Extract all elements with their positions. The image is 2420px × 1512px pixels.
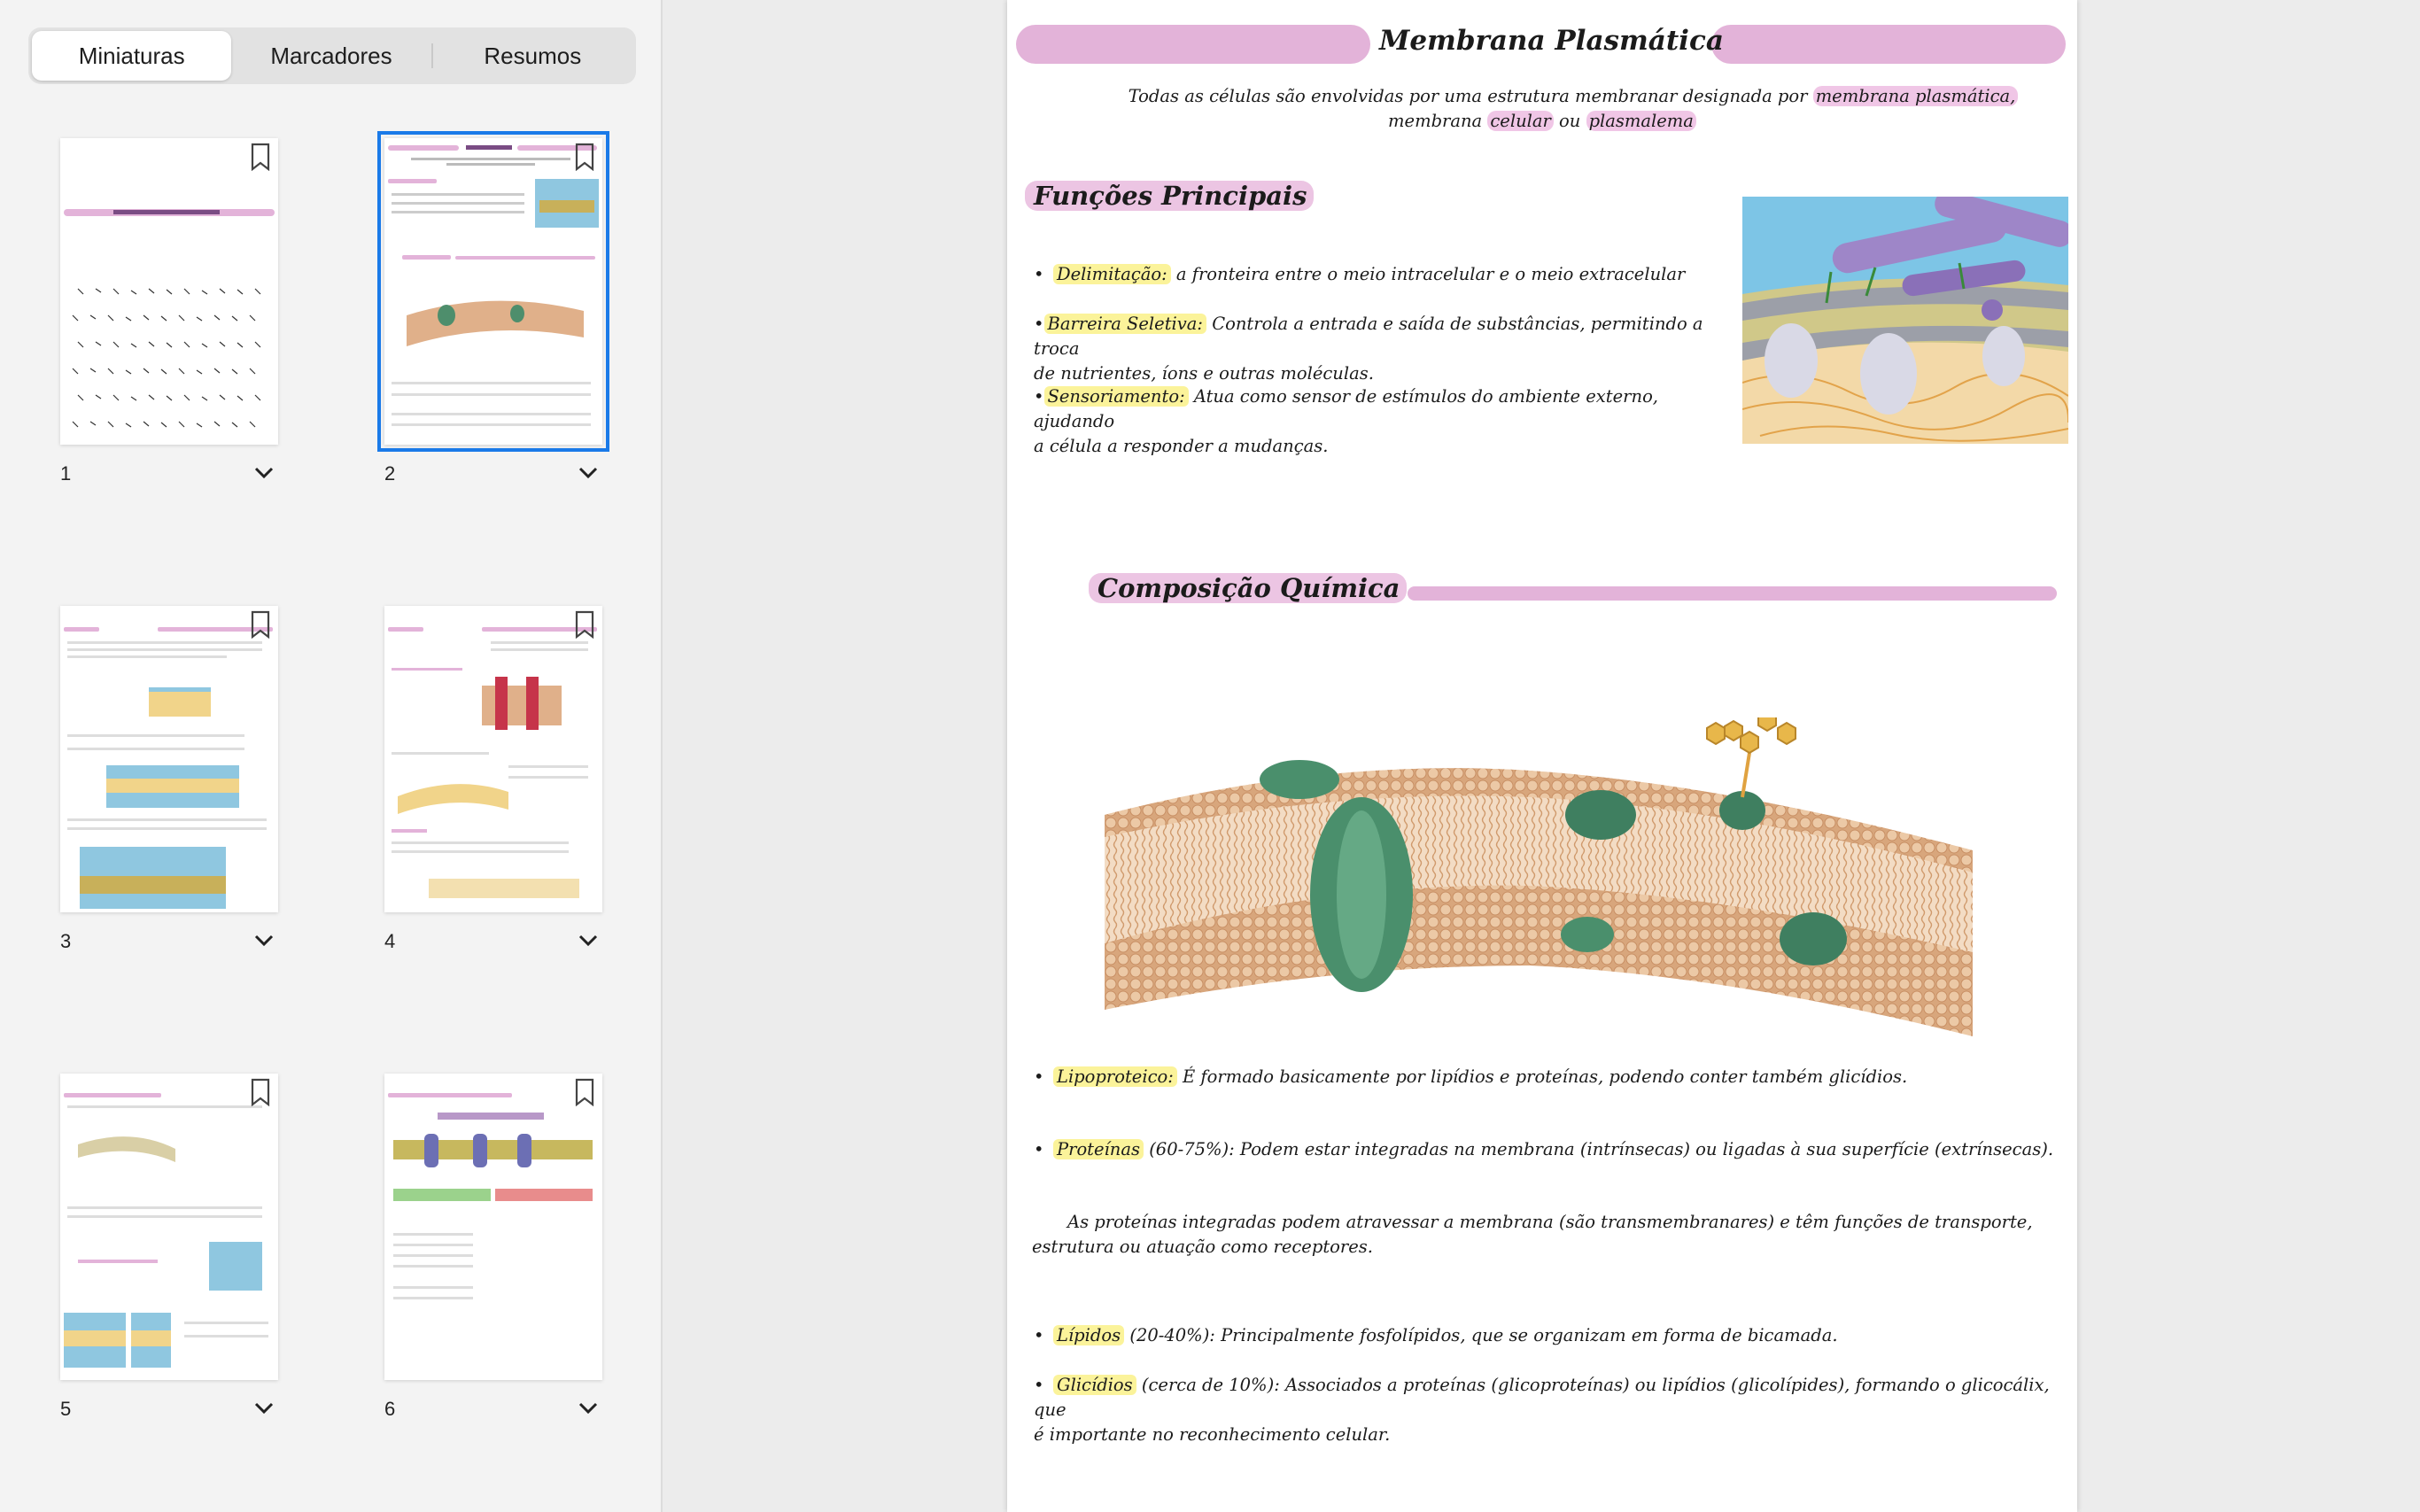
- composition-term-3: Lípidos: [1053, 1325, 1124, 1345]
- thumbnail-5-preview: [60, 1074, 278, 1380]
- page-thumbnail-3[interactable]: [60, 606, 278, 912]
- page-thumbnail-2[interactable]: [384, 138, 602, 445]
- page-thumbnail-5[interactable]: [60, 1074, 278, 1380]
- thumbnail-6-preview: [384, 1074, 602, 1380]
- function-item-1: • Delimitação: a fronteira entre o meio intracelular e o meio extracelular: [1034, 264, 1686, 284]
- tab-bookmarks[interactable]: Marcadores: [270, 42, 392, 69]
- intro-highlight-2: celular: [1487, 111, 1553, 131]
- function-text-1: a fronteira entre o meio intracelular e o meio extracelular: [1175, 264, 1686, 284]
- composition-note-line-2: estrutura ou atuação como receptores.: [1032, 1237, 1373, 1257]
- composition-band: [1408, 586, 2057, 601]
- bookmark-icon[interactable]: [250, 610, 271, 639]
- function-text-2: Controla a entrada e saída de substâncias, permitindo a troca: [1034, 314, 1703, 359]
- function-text-3b: a célula a responder a mudanças.: [1034, 436, 1329, 456]
- chevron-down-icon[interactable]: [253, 1401, 275, 1415]
- thumbnail-1-preview: [60, 138, 278, 445]
- thumbnail-3-preview: [60, 606, 278, 912]
- bilayer-illustration: [1105, 717, 1973, 1045]
- page-number-1: 1: [60, 462, 72, 485]
- composition-item-4: • Glicídios (cerca de 10%): Associados a proteínas (glicoproteínas) ou lipídios (glicolípides), formando o glicocálix, que é importante no reconhecimento celular.: [1034, 1375, 2050, 1445]
- function-item-3: • Sensoriamento: Atua como sensor de estímulos do ambiente externo, ajudando a célula a responder a mudanças.: [1034, 386, 1659, 456]
- intro-highlight-1: membrana plasmática,: [1813, 86, 2019, 106]
- composition-item-3: • Lípidos (20-40%): Principalmente fosfolípidos, que se organizam em forma de bicamada.: [1034, 1325, 1838, 1345]
- composition-item-2: • Proteínas (60-75%): Podem estar integradas na membrana (intrínsecas) ou ligadas à sua superfície (extrínsecas).: [1034, 1139, 2054, 1159]
- composition-term-1: Lipoproteico:: [1053, 1066, 1177, 1087]
- composition-term-2: Proteínas: [1053, 1139, 1144, 1159]
- function-term-3: Sensoriamento:: [1044, 386, 1189, 407]
- intro-highlight-3: plasmalema: [1586, 111, 1696, 131]
- bookmark-icon[interactable]: [250, 1078, 271, 1106]
- page-number-3: 3: [60, 930, 72, 952]
- bookmark-icon[interactable]: [574, 610, 595, 639]
- composition-term-4: Glicídios: [1053, 1375, 1136, 1395]
- composition-text-4b: é importante no reconhecimento celular.: [1034, 1424, 1391, 1445]
- chevron-down-icon[interactable]: [578, 466, 599, 480]
- chevron-down-icon[interactable]: [253, 934, 275, 948]
- intro-text-2: membrana: [1388, 111, 1483, 131]
- chevron-down-icon[interactable]: [253, 466, 275, 480]
- tab-thumbnails[interactable]: Miniaturas: [32, 31, 231, 81]
- page-thumbnail-4[interactable]: [384, 606, 602, 912]
- section-heading-functions: Funções Principais: [1025, 181, 1314, 211]
- page-number-6: 6: [384, 1398, 396, 1420]
- composition-text-1: É formado basicamente por lipídios e proteínas, podendo conter também glicídios.: [1183, 1066, 1908, 1087]
- composition-text-3: (20-40%): Principalmente fosfolípidos, que se organizam em forma de bicamada.: [1129, 1325, 1838, 1345]
- composition-item-1: • Lipoproteico: É formado basicamente por lipídios e proteínas, podendo conter também glicídios.: [1034, 1066, 1908, 1087]
- title-band-right: [1711, 25, 2066, 64]
- tab-summaries[interactable]: Resumos: [484, 42, 582, 69]
- bookmark-icon[interactable]: [574, 143, 595, 171]
- function-term-2: Barreira Seletiva:: [1044, 314, 1206, 334]
- composition-text-4: (cerca de 10%): Associados a proteínas (glicoproteínas) ou lipídios (glicolípides), formando o glicocálix, que: [1034, 1375, 2050, 1420]
- bookmark-icon[interactable]: [250, 143, 271, 171]
- thumbnail-2-preview: [384, 138, 602, 445]
- intro-text-3: ou: [1559, 111, 1581, 131]
- intro-text: Todas as células são envolvidas por uma estrutura membranar designada por: [1128, 86, 1808, 106]
- function-term-1: Delimitação:: [1053, 264, 1171, 284]
- sidebar-tab-control: [28, 27, 636, 84]
- thumbnail-4-preview: [384, 606, 602, 912]
- page-number-4: 4: [384, 930, 396, 952]
- function-item-2: • Barreira Seletiva: Controla a entrada e saída de substâncias, permitindo a troca de nutrientes, íons e outras moléculas.: [1034, 314, 1703, 384]
- composition-note: [1032, 1210, 2068, 1260]
- function-text-2b: de nutrientes, íons e outras moléculas.: [1034, 363, 1374, 384]
- composition-note-line-1: As proteínas integradas podem atravessar a membrana (são transmembranares) e têm funções de transporte,: [1067, 1212, 2033, 1232]
- page-thumbnail-6[interactable]: [384, 1074, 602, 1380]
- membrane-illustration: [1742, 197, 2068, 444]
- page-number-2: 2: [384, 462, 396, 485]
- section-heading-composition: Composição Química: [1089, 573, 1407, 603]
- intro-paragraph: [1007, 84, 2077, 134]
- function-text-3: Atua como sensor de estímulos do ambiente externo, ajudando: [1034, 386, 1659, 431]
- page-number-5: 5: [60, 1398, 72, 1420]
- chevron-down-icon[interactable]: [578, 1401, 599, 1415]
- title-band-left: [1016, 25, 1370, 64]
- document-page: [1007, 0, 2077, 1512]
- composition-text-2: (60-75%): Podem estar integradas na membrana (intrínsecas) ou ligadas à sua superfície (extrínsecas).: [1149, 1139, 2054, 1159]
- thumbnail-sidebar: [0, 0, 663, 1512]
- bookmark-icon[interactable]: [574, 1078, 595, 1106]
- page-thumbnail-1[interactable]: [60, 138, 278, 445]
- chevron-down-icon[interactable]: [578, 934, 599, 948]
- page-title: Membrana Plasmática: [1379, 25, 1724, 57]
